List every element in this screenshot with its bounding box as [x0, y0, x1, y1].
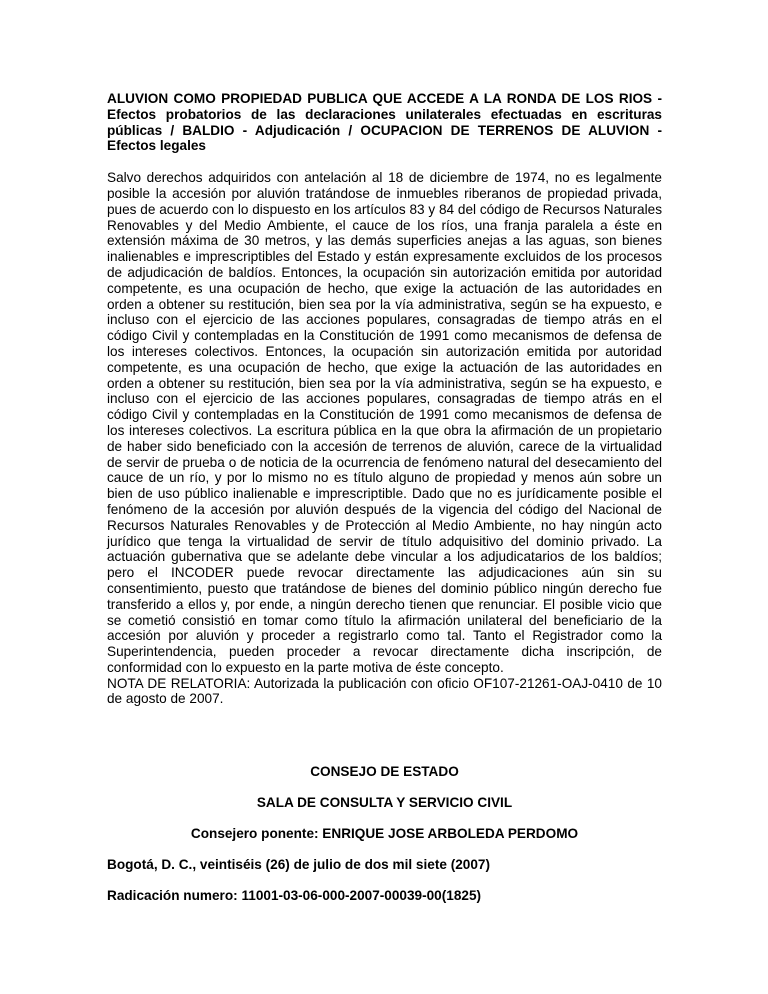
judge-line: Consejero ponente: ENRIQUE JOSE ARBOLEDA PERDOMO [190, 826, 579, 841]
document-heading: ALUVION COMO PROPIEDAD PUBLICA QUE ACCEDE A LA RONDA DE LOS RIOS - Efectos probatorios de las declaraciones unilaterales efectuadas en escrituras públicas / BALDIO - Adjudicación / OCUPACION DE TERRENOS DE ALUVION - Efectos legales [107, 91, 662, 154]
court-name: CONSEJO DE ESTADO [310, 764, 459, 779]
date-line: Bogotá, D. C., veintiséis (26) de julio de dos mil siete (2007) [107, 857, 490, 872]
document-main [107, 91, 662, 707]
relatoria-note: NOTA DE RELATORIA: Autorizada la publicación con oficio OF107-21261-OAJ-0410 de 10 de agosto de 2007. [107, 675, 662, 707]
chamber-name: SALA DE CONSULTA Y SERVICIO CIVIL [256, 795, 513, 810]
document-body: Salvo derechos adquiridos con antelación al 18 de diciembre de 1974, no es legalmente posible la accesión por aluvión tratándose de inmuebles riberanos de propiedad privada, pues de acuerdo con lo dispuesto en los artículos 83 y 84 del código de Recursos Naturales Renovables y del Medio Ambiente, el cauce de los ríos, una franja paralela a éste en extensión máxima de 30 metros, y las demás superficies anejas a las aguas, son bienes inalienables e imprescriptibles del Estado y están expresamente excluidos de los procesos de adjudicación de baldíos. Entonces, la ocupación sin autorización emitida por autoridad competente, es una ocupación de hecho, que exige la actuación de las autoridades en orden a obtener su restitución, bien sea por la vía administrativa, según se ha expuesto, e incluso con el ejercicio de las acciones populares, consagradas de tiempo atrás en el código Civil y contempladas en la Constitución de 1991 como mecanismos de defensa de los intereses colectivos. Entonces, la ocupación sin autorización emitida por autoridad competente, es una ocupación de hecho, que exige la actuación de las autoridades en orden a obtener su restitución, bien sea por la vía administrativa, según se ha expuesto, e incluso con el ejercicio de las acciones populares, consagradas de tiempo atrás en el código Civil y contempladas en la Constitución de 1991 como mecanismos de defensa de los intereses colectivos. La escritura pública en la que obra la afirmación de un propietario de haber sido beneficiado con la accesión de terrenos de aluvión, carece de la virtualidad de servir de prueba o de noticia de la ocurrencia de fenómeno natural del desecamiento del cauce de un río, y por lo mismo no es título alguno de propiedad y menos aún sobre un bien de uso público inalienable e imprescriptible. Dado que no es jurídicamente posible el fenómeno de la accesión por aluvión después de la vigencia del código del Nacional de Recursos Naturales Renovables y de Protección al Medio Ambiente, no hay ningún acto jurídico que tenga la virtualidad de servir de título adquisitivo del dominio privado. La actuación gubernativa que se adelante debe vincular a los adjudicatarios de los baldíos; pero el INCODER puede revocar directamente las adjudicaciones aún sin su consentimiento, puesto que tratándose de bienes del dominio público ningún derecho fue transferido a ellos y, por ende, a ningún derecho tienen que renunciar. El posible vicio que se cometió consistió en tomar como título la afirmación unilateral del beneficiario de la accesión por aluvión y proceder a registrarlo como tal. Tanto el Registrador como la Superintendencia, pueden proceder a revocar directamente dicha inscripción, de conformidad con lo expuesto en la parte motiva de éste concepto. [107, 170, 662, 675]
filing-number: Radicación numero: 11001-03-06-000-2007-00039-00(1825) [107, 888, 482, 903]
